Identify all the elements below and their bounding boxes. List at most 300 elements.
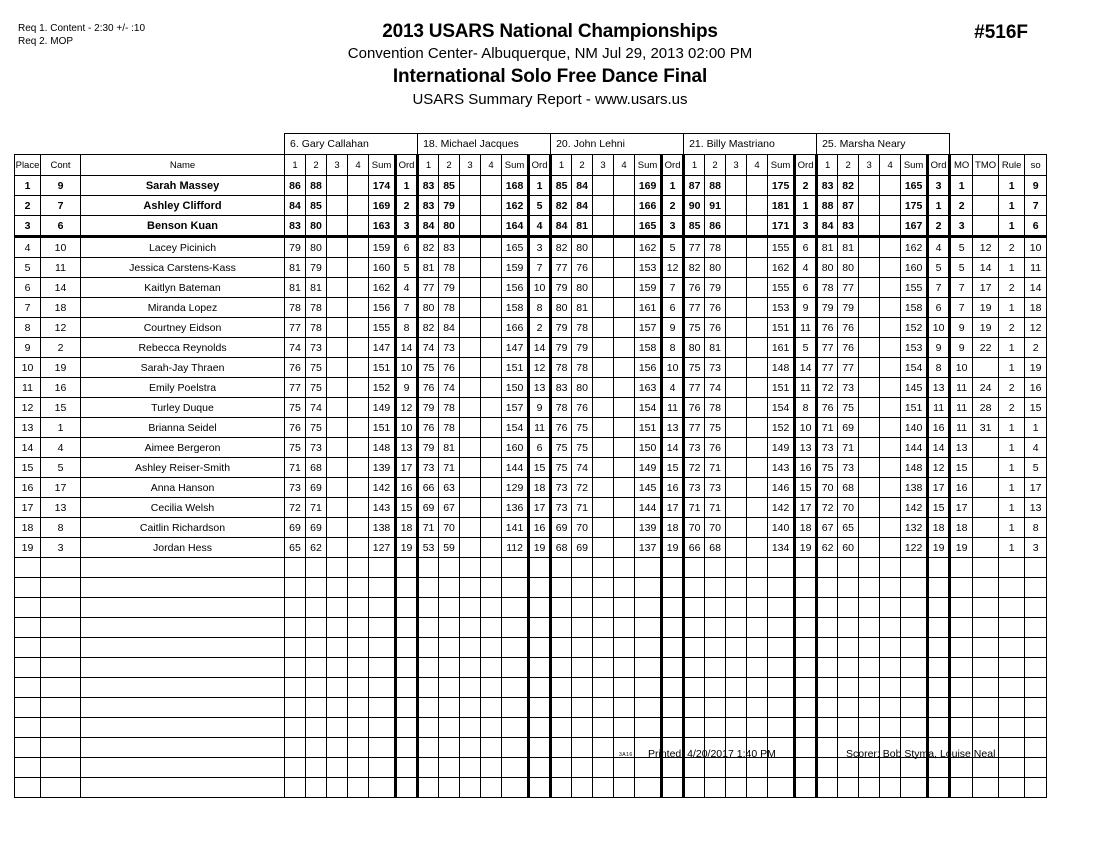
cell-skater-name: Emily Poelstra (81, 378, 285, 398)
cell-judge5-score2: 82 (838, 176, 859, 196)
cell-judge4-sum: 153 (768, 298, 795, 318)
blank-cell (614, 678, 635, 698)
blank-cell (635, 698, 662, 718)
blank-cell (41, 558, 81, 578)
blank-cell (768, 698, 795, 718)
cell-judge2-score3 (460, 298, 481, 318)
cell-tmo: 17 (973, 278, 999, 298)
cell-judge3-score4 (614, 458, 635, 478)
cell-judge4-score3 (726, 278, 747, 298)
blank-cell (817, 618, 838, 638)
cell-so: 6 (1025, 216, 1047, 237)
cell-judge4-score1: 72 (684, 458, 705, 478)
cell-mo: 9 (950, 338, 973, 358)
blank-cell (859, 718, 880, 738)
cell-judge4-sum: 148 (768, 358, 795, 378)
blank-cell (460, 598, 481, 618)
cell-judge5-score4 (880, 398, 901, 418)
cell-judge5-score4 (880, 538, 901, 558)
blank-cell (901, 778, 928, 798)
blank-cell (306, 738, 327, 758)
table-row[interactable] (15, 538, 1047, 558)
cell-place: 9 (15, 338, 41, 358)
cell-mo: 10 (950, 358, 973, 378)
blank-cell (529, 618, 551, 638)
header-judge2-2: 2 (439, 155, 460, 176)
table-row[interactable] (15, 216, 1047, 237)
blank-cell (460, 758, 481, 778)
blank-row[interactable] (15, 658, 1047, 678)
blank-row[interactable] (15, 618, 1047, 638)
cell-judge4-score1: 71 (684, 498, 705, 518)
blank-cell (768, 758, 795, 778)
blank-row[interactable] (15, 778, 1047, 798)
cell-judge4-ord: 11 (795, 378, 817, 398)
blank-cell (481, 758, 502, 778)
blank-cell (529, 758, 551, 778)
cell-rule: 1 (999, 298, 1025, 318)
cell-judge5-score1: 78 (817, 278, 838, 298)
cell-judge1-score3 (327, 438, 348, 458)
cell-tmo (973, 438, 999, 458)
blank-cell (684, 758, 705, 778)
header-judge4-2: 2 (705, 155, 726, 176)
blank-cell (880, 758, 901, 778)
cell-judge3-score2: 84 (572, 196, 593, 216)
cell-skater-name: Courtney Eidson (81, 318, 285, 338)
cell-mo: 7 (950, 298, 973, 318)
cell-tmo (973, 458, 999, 478)
cell-judge5-score1: 83 (817, 176, 838, 196)
cell-judge2-score4 (481, 258, 502, 278)
blank-cell (768, 678, 795, 698)
blank-row[interactable] (15, 718, 1047, 738)
blank-cell (768, 618, 795, 638)
cell-judge4-score1: 77 (684, 237, 705, 258)
table-row[interactable] (15, 458, 1047, 478)
cell-rule: 1 (999, 338, 1025, 358)
blank-cell (369, 678, 396, 698)
blank-cell (348, 678, 369, 698)
blank-cell (348, 718, 369, 738)
blank-cell (635, 618, 662, 638)
blank-cell (928, 658, 950, 678)
table-row[interactable] (15, 438, 1047, 458)
cell-rule: 1 (999, 538, 1025, 558)
cell-judge5-score3 (859, 216, 880, 237)
cell-skater-name: Lacey Picinich (81, 237, 285, 258)
table-row[interactable] (15, 298, 1047, 318)
cell-judge3-score2: 79 (572, 338, 593, 358)
cell-rule: 2 (999, 378, 1025, 398)
cell-judge2-score2: 70 (439, 518, 460, 538)
blank-cell (662, 758, 684, 778)
blank-cell (551, 778, 572, 798)
blank-cell (635, 678, 662, 698)
table-row[interactable] (15, 358, 1047, 378)
cell-cont: 17 (41, 478, 81, 498)
cell-judge2-score1: 79 (418, 438, 439, 458)
cell-so: 19 (1025, 358, 1047, 378)
blank-cell (1025, 718, 1047, 738)
table-row[interactable] (15, 318, 1047, 338)
cell-place: 17 (15, 498, 41, 518)
cell-so: 11 (1025, 258, 1047, 278)
blank-cell (880, 718, 901, 738)
blank-cell (973, 598, 999, 618)
cell-judge4-score2: 81 (705, 338, 726, 358)
cell-tmo (973, 538, 999, 558)
blank-cell (726, 718, 747, 738)
cell-place: 12 (15, 398, 41, 418)
blank-cell (1025, 618, 1047, 638)
cell-judge1-sum: 169 (369, 196, 396, 216)
cell-judge4-score3 (726, 196, 747, 216)
blank-cell (502, 638, 529, 658)
cell-judge1-sum: 162 (369, 278, 396, 298)
cell-judge4-score3 (726, 237, 747, 258)
cell-judge2-score3 (460, 318, 481, 338)
header-judge1-3: 3 (327, 155, 348, 176)
blank-cell (973, 718, 999, 738)
blank-row[interactable] (15, 558, 1047, 578)
cell-cont: 19 (41, 358, 81, 378)
cell-so: 2 (1025, 338, 1047, 358)
cell-judge1-ord: 10 (396, 358, 418, 378)
blank-cell (928, 638, 950, 658)
cell-judge4-score3 (726, 358, 747, 378)
cell-mo: 11 (950, 378, 973, 398)
cell-judge1-score4 (348, 298, 369, 318)
blank-cell (662, 558, 684, 578)
cell-judge5-score1: 81 (817, 237, 838, 258)
blank-cell (572, 778, 593, 798)
blank-cell (999, 558, 1025, 578)
cell-judge2-score4 (481, 318, 502, 338)
printed-timestamp: Printed: 4/20/2017 1:40 PM (648, 748, 776, 760)
cell-judge1-score2: 75 (306, 418, 327, 438)
cell-judge2-score3 (460, 358, 481, 378)
blank-cell (396, 758, 418, 778)
blank-cell (593, 658, 614, 678)
blank-cell (529, 698, 551, 718)
cell-so: 16 (1025, 378, 1047, 398)
blank-cell (572, 618, 593, 638)
cell-mo: 17 (950, 498, 973, 518)
blank-row[interactable] (15, 578, 1047, 598)
cell-judge1-ord: 9 (396, 378, 418, 398)
blank-cell (928, 698, 950, 718)
page-title: 2013 USARS National Championships (382, 21, 718, 42)
blank-cell (973, 778, 999, 798)
blank-cell (348, 758, 369, 778)
cell-tmo: 19 (973, 298, 999, 318)
blank-row[interactable] (15, 598, 1047, 618)
blank-cell (285, 718, 306, 738)
cell-judge3-ord: 11 (662, 398, 684, 418)
cell-tmo: 22 (973, 338, 999, 358)
cell-place: 15 (15, 458, 41, 478)
cell-mo: 11 (950, 398, 973, 418)
cell-judge2-score4 (481, 237, 502, 258)
blank-cell (551, 658, 572, 678)
header-judge3-2: 2 (572, 155, 593, 176)
cell-skater-name: Sarah-Jay Thraen (81, 358, 285, 378)
cell-judge4-score3 (726, 298, 747, 318)
cell-judge3-score3 (593, 318, 614, 338)
cell-judge1-score1: 83 (285, 216, 306, 237)
blank-cell (460, 738, 481, 758)
blank-cell (15, 778, 41, 798)
blank-cell (973, 698, 999, 718)
cell-judge4-sum: 151 (768, 378, 795, 398)
cell-judge1-score1: 76 (285, 358, 306, 378)
blank-cell (572, 658, 593, 678)
blank-cell (306, 758, 327, 778)
blank-cell (529, 738, 551, 758)
cell-judge4-score3 (726, 498, 747, 518)
cell-judge2-sum: 164 (502, 216, 529, 237)
venue-line: Convention Center- Albuquerque, NM Jul 29, 2013 02:00 PM (347, 45, 753, 62)
cell-judge2-ord: 1 (529, 176, 551, 196)
table-row[interactable] (15, 398, 1047, 418)
cell-judge4-score1: 75 (684, 318, 705, 338)
blank-cell (285, 558, 306, 578)
blank-cell (859, 638, 880, 658)
header-cont: Cont (41, 155, 81, 176)
blank-cell (460, 618, 481, 638)
judge-name-2: 18. Michael Jacques (418, 134, 551, 155)
blank-cell (285, 758, 306, 778)
blank-cell (901, 618, 928, 638)
cell-mo: 15 (950, 458, 973, 478)
cell-judge2-score3 (460, 478, 481, 498)
header-judge1-sum: Sum (369, 155, 396, 176)
blank-cell (593, 698, 614, 718)
cell-judge4-score1: 66 (684, 538, 705, 558)
blank-cell (838, 598, 859, 618)
blank-cell (795, 558, 817, 578)
cell-judge1-ord: 4 (396, 278, 418, 298)
blank-row[interactable] (15, 678, 1047, 698)
blank-cell (529, 558, 551, 578)
cell-judge2-sum: 141 (502, 518, 529, 538)
cell-judge3-score1: 75 (551, 458, 572, 478)
cell-judge1-sum: 148 (369, 438, 396, 458)
blank-cell (635, 578, 662, 598)
cell-judge3-score1: 68 (551, 538, 572, 558)
cell-judge5-sum: 158 (901, 298, 928, 318)
cell-judge5-score2: 77 (838, 278, 859, 298)
cell-judge2-score3 (460, 196, 481, 216)
blank-cell (1025, 638, 1047, 658)
cell-judge3-score1: 80 (551, 298, 572, 318)
cell-so: 17 (1025, 478, 1047, 498)
table-row[interactable] (15, 378, 1047, 398)
blank-cell (684, 718, 705, 738)
table-row[interactable] (15, 278, 1047, 298)
blank-cell (572, 738, 593, 758)
cell-judge3-score4 (614, 418, 635, 438)
cell-tmo: 28 (973, 398, 999, 418)
blank-cell (973, 758, 999, 778)
blank-cell (838, 618, 859, 638)
cell-judge5-score4 (880, 518, 901, 538)
cell-judge5-score2: 80 (838, 258, 859, 278)
cell-judge3-score4 (614, 176, 635, 196)
cell-judge4-sum: 171 (768, 216, 795, 237)
cell-judge2-sum: 144 (502, 458, 529, 478)
cell-judge4-score1: 76 (684, 278, 705, 298)
cell-judge1-sum: 127 (369, 538, 396, 558)
blank-cell (838, 558, 859, 578)
cell-judge1-score3 (327, 278, 348, 298)
blank-cell (41, 738, 81, 758)
cell-judge1-ord: 17 (396, 458, 418, 478)
cell-judge4-sum: 146 (768, 478, 795, 498)
blank-cell (705, 698, 726, 718)
cell-judge1-sum: 151 (369, 358, 396, 378)
cell-judge1-score4 (348, 318, 369, 338)
banner-spacer-left (15, 134, 285, 155)
cell-judge2-score3 (460, 538, 481, 558)
blank-cell (593, 598, 614, 618)
cell-judge5-score4 (880, 258, 901, 278)
blank-cell (306, 718, 327, 738)
cell-skater-name: Brianna Seidel (81, 418, 285, 438)
cell-judge3-score4 (614, 338, 635, 358)
cell-judge3-score4 (614, 216, 635, 237)
blank-cell (460, 558, 481, 578)
cell-tmo (973, 498, 999, 518)
cell-judge5-score2: 76 (838, 318, 859, 338)
blank-cell (502, 578, 529, 598)
cell-judge3-score3 (593, 196, 614, 216)
cell-tmo (973, 216, 999, 237)
cell-so: 12 (1025, 318, 1047, 338)
blank-cell (817, 558, 838, 578)
blank-cell (41, 658, 81, 678)
blank-cell (369, 778, 396, 798)
cell-rule: 2 (999, 278, 1025, 298)
cell-rule: 2 (999, 237, 1025, 258)
cell-judge4-ord: 18 (795, 518, 817, 538)
blank-cell (369, 618, 396, 638)
cell-judge5-score2: 60 (838, 538, 859, 558)
cell-judge1-score2: 73 (306, 438, 327, 458)
cell-judge5-ord: 16 (928, 418, 950, 438)
cell-judge3-sum: 165 (635, 216, 662, 237)
blank-cell (285, 578, 306, 598)
event-number: #516F (974, 22, 1028, 43)
cell-judge4-score2: 88 (705, 176, 726, 196)
cell-judge1-score3 (327, 498, 348, 518)
blank-row[interactable] (15, 758, 1047, 778)
blank-cell (705, 778, 726, 798)
table-row[interactable] (15, 498, 1047, 518)
cell-judge3-score3 (593, 216, 614, 237)
cell-judge4-score2: 70 (705, 518, 726, 538)
blank-cell (1025, 598, 1047, 618)
blank-cell (481, 718, 502, 738)
cell-judge2-score4 (481, 278, 502, 298)
cell-judge3-sum: 151 (635, 418, 662, 438)
cell-so: 5 (1025, 458, 1047, 478)
cell-judge3-score3 (593, 478, 614, 498)
cell-judge4-score2: 71 (705, 498, 726, 518)
blank-cell (880, 698, 901, 718)
cell-tmo (973, 358, 999, 378)
cell-skater-name: Jordan Hess (81, 538, 285, 558)
cell-judge3-score2: 75 (572, 438, 593, 458)
table-row[interactable] (15, 176, 1047, 196)
blank-cell (439, 598, 460, 618)
blank-cell (418, 698, 439, 718)
cell-judge3-score3 (593, 298, 614, 318)
cell-place: 1 (15, 176, 41, 196)
table-row[interactable] (15, 196, 1047, 216)
blank-cell (768, 558, 795, 578)
blank-cell (747, 678, 768, 698)
table-row[interactable] (15, 258, 1047, 278)
cell-judge1-score4 (348, 196, 369, 216)
blank-cell (285, 778, 306, 798)
cell-so: 3 (1025, 538, 1047, 558)
blank-cell (418, 638, 439, 658)
blank-cell (684, 698, 705, 718)
cell-judge2-score2: 84 (439, 318, 460, 338)
blank-cell (747, 558, 768, 578)
cell-judge5-sum: 142 (901, 498, 928, 518)
blank-cell (614, 638, 635, 658)
table-row[interactable] (15, 338, 1047, 358)
cell-judge1-score1: 77 (285, 318, 306, 338)
cell-judge5-score3 (859, 318, 880, 338)
cell-mo: 13 (950, 438, 973, 458)
blank-cell (859, 578, 880, 598)
cell-judge1-ord: 3 (396, 216, 418, 237)
cell-judge5-score3 (859, 298, 880, 318)
table-row[interactable] (15, 237, 1047, 258)
cell-judge3-score3 (593, 418, 614, 438)
blank-cell (838, 658, 859, 678)
table-row[interactable] (15, 518, 1047, 538)
cell-judge3-score1: 69 (551, 518, 572, 538)
blank-cell (418, 778, 439, 798)
blank-cell (705, 558, 726, 578)
cell-judge4-score2: 79 (705, 278, 726, 298)
table-row[interactable] (15, 418, 1047, 438)
cell-cont: 3 (41, 538, 81, 558)
cell-judge2-ord: 13 (529, 378, 551, 398)
blank-cell (41, 718, 81, 738)
blank-row[interactable] (15, 638, 1047, 658)
cell-judge1-score4 (348, 216, 369, 237)
cell-judge5-score1: 62 (817, 538, 838, 558)
cell-judge4-score1: 90 (684, 196, 705, 216)
cell-judge2-score1: 84 (418, 216, 439, 237)
blank-cell (327, 738, 348, 758)
blank-row[interactable] (15, 698, 1047, 718)
table-row[interactable] (15, 478, 1047, 498)
cell-judge3-sum: 166 (635, 196, 662, 216)
cell-judge4-score1: 85 (684, 216, 705, 237)
blank-cell (795, 678, 817, 698)
blank-cell (81, 778, 285, 798)
cell-judge3-score2: 72 (572, 478, 593, 498)
cell-judge5-score4 (880, 176, 901, 196)
cell-judge4-score4 (747, 418, 768, 438)
